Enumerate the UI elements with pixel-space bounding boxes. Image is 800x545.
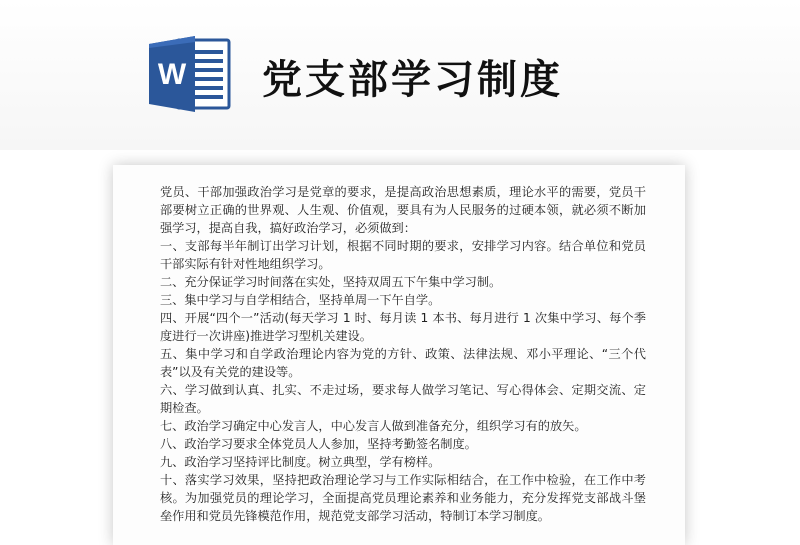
paragraph-item-3: 三、集中学习与自学相结合，坚持单周一下午自学。 (160, 293, 441, 307)
paragraph-item-1: 一、支部每半年制订出学习计划，根据不同时期的要求，安排学习内容。结合单位和党员干部实际有针对性地组织学习。 (160, 239, 646, 271)
paragraph-item-6: 六、学习做到认真、扎实、不走过场，要求每人做学习笔记、写心得体会、定期交流、定期检查。 (160, 383, 646, 415)
word-icon (147, 34, 233, 114)
paragraph-item-10: 十、落实学习效果，坚持把政治理论学习与工作实际相结合，在工作中检验，在工作中考核。为加强党员的理论学习，全面提高党员理论素养和业务能力，充分发挥党支部战斗堡垒作用和党员先锋模范作用，规范党支部学习活动，特制订本学习制度。 (160, 473, 646, 523)
page-title: 党支部学习制度 (262, 57, 563, 103)
svg-text:W: W (157, 58, 187, 91)
paragraph-item-7: 七、政治学习确定中心发言人，中心发言人做到准备充分，组织学习有的放矢。 (160, 419, 587, 433)
paragraph-item-4: 四、开展“四个一”活动(每天学习 1 时、每月读 1 本书、每月进行 1 次集中学习、每个季度进行一次讲座)推进学习型机关建设。 (160, 311, 646, 343)
document-body (160, 183, 646, 525)
paragraph-intro: 党员、干部加强政治学习是党章的要求，是提高政治思想素质，理论水平的需要，党员干部要树立正确的世界观、人生观、价值观，要具有为人民服务的过硬本领，就必须不断加强学习，提高自我，搞好政治学习，必须做到： (160, 185, 646, 235)
paragraph-item-8: 八、政治学习要求全体党员人人参加，坚持考勤签名制度。 (160, 437, 477, 451)
paragraph-item-5: 五、集中学习和自学政治理论内容为党的方针、政策、法律法规、邓小平理论、“三个代表”以及有关党的建设等。 (160, 347, 646, 379)
paragraph-item-9: 九、政治学习坚持评比制度。树立典型，学有榜样。 (160, 455, 441, 469)
paragraph-item-2: 二、充分保证学习时间落在实处，坚持双周五下午集中学习制。 (160, 275, 502, 289)
